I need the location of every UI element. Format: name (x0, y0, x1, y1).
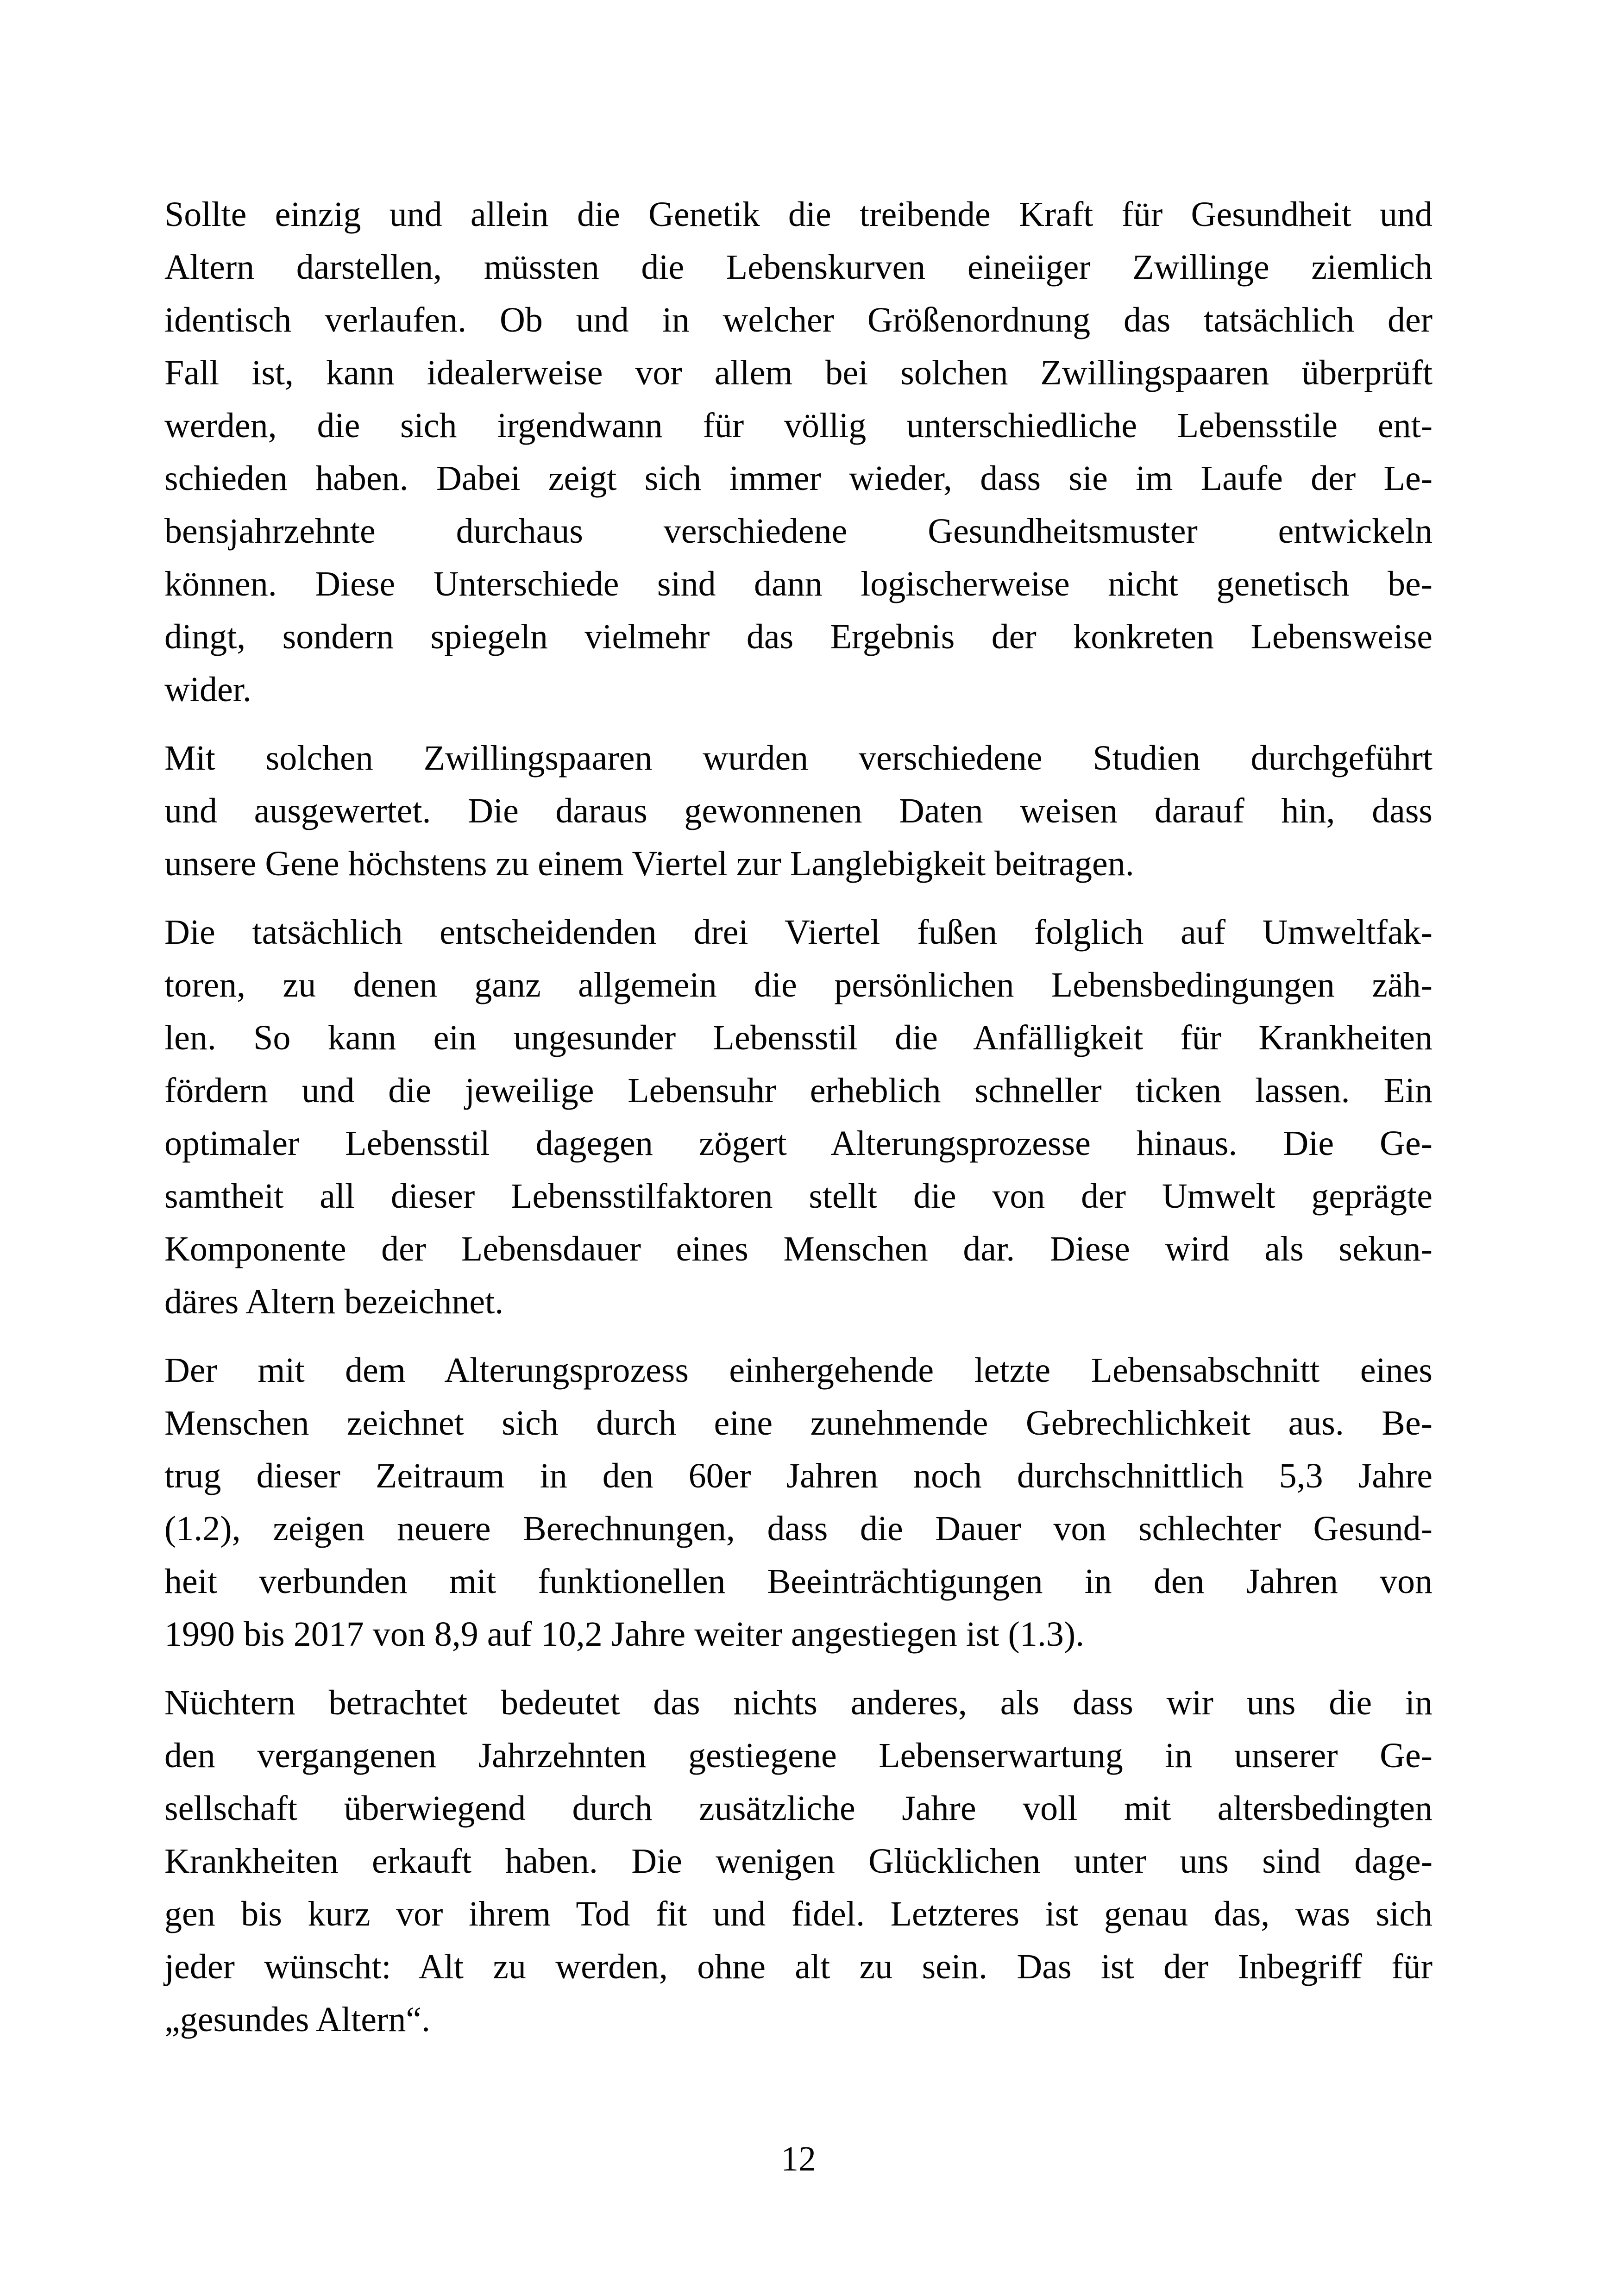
text-line: trug dieser Zeitraum in den 60er Jahren noch durchschnittlich 5,3 Jahre (164, 1456, 1433, 1495)
text-line: wider. (164, 670, 251, 709)
text-line: Krankheiten erkauft haben. Die wenigen Glücklichen unter uns sind dage- (164, 1842, 1433, 1881)
text-line: len. So kann ein ungesunder Lebensstil die Anfälligkeit für Krankheiten (164, 1018, 1433, 1057)
text-line: Mit solchen Zwillingspaaren wurden verschiedene Studien durchgeführt (164, 739, 1433, 778)
text-line: unsere Gene höchstens zu einem Viertel zur Langlebigkeit beitragen. (164, 844, 1134, 883)
text-line: identisch verlaufen. Ob und in welcher Größenordnung das tatsächlich der (164, 301, 1433, 339)
paragraph (164, 188, 1433, 716)
text-line: 1990 bis 2017 von 8,9 auf 10,2 Jahre weiter angestiegen ist (1.3). (164, 1615, 1085, 1654)
text-line: Fall ist, kann idealerweise vor allem bei solchen Zwillingspaaren überprüft (164, 353, 1433, 392)
text-line: optimaler Lebensstil dagegen zögert Alterungsprozesse hinaus. Die Ge- (164, 1124, 1433, 1163)
text-line: Komponente der Lebensdauer eines Menschen dar. Diese wird als sekun- (164, 1230, 1433, 1268)
text-line: (1.2), zeigen neuere Berechnungen, dass die Dauer von schlechter Gesund- (164, 1509, 1433, 1548)
paragraph (164, 732, 1433, 890)
text-line: können. Diese Unterschiede sind dann logischerweise nicht genetisch be- (164, 565, 1433, 603)
text-line: Die tatsächlich entscheidenden drei Viertel fußen folglich auf Umweltfak- (164, 913, 1433, 952)
text-line: jeder wünscht: Alt zu werden, ohne alt zu sein. Das ist der Inbegriff für (164, 1947, 1433, 1986)
text-line: werden, die sich irgendwann für völlig unterschiedliche Lebensstile ent- (164, 406, 1433, 445)
text-line: Sollte einzig und allein die Genetik die treibende Kraft für Gesundheit und (164, 195, 1433, 234)
text-line: heit verbunden mit funktionellen Beeinträchtigungen in den Jahren von (164, 1562, 1433, 1601)
paragraph (164, 1676, 1433, 2046)
text-line: den vergangenen Jahrzehnten gestiegene Lebenserwartung in unserer Ge- (164, 1736, 1433, 1775)
text-line: Nüchtern betrachtet bedeutet das nichts anderes, als dass wir uns die in (164, 1683, 1433, 1722)
text-line: „gesundes Altern“. (164, 2000, 431, 2039)
text-line: Menschen zeichnet sich durch eine zunehmende Gebrechlichkeit aus. Be- (164, 1404, 1433, 1443)
text-line: toren, zu denen ganz allgemein die persönlichen Lebensbedingungen zäh- (164, 966, 1433, 1004)
text-line: Altern darstellen, müssten die Lebenskurven eineiiger Zwillinge ziemlich (164, 248, 1433, 287)
text-line: fördern und die jeweilige Lebensuhr erheblich schneller ticken lassen. Ein (164, 1071, 1433, 1110)
text-line: Der mit dem Alterungsprozess einhergehende letzte Lebensabschnitt eines (164, 1351, 1433, 1390)
text-line: samtheit all dieser Lebensstilfaktoren stellt die von der Umwelt geprägte (164, 1177, 1433, 1216)
text-line: und ausgewertet. Die daraus gewonnenen Daten weisen darauf hin, dass (164, 791, 1433, 830)
text-line: dingt, sondern spiegeln vielmehr das Ergebnis der konkreten Lebensweise (164, 617, 1433, 656)
page-number: 12 (781, 2139, 816, 2178)
text-line: gen bis kurz vor ihrem Tod fit und fidel. Letzteres ist genau das, was sich (164, 1895, 1433, 1933)
paragraph (164, 1344, 1433, 1661)
text-line: däres Altern bezeichnet. (164, 1282, 504, 1321)
text-line: bensjahrzehnte durchaus verschiedene Gesundheitsmuster entwickeln (164, 512, 1433, 551)
paragraph (164, 906, 1433, 1328)
text-line: sellschaft überwiegend durch zusätzliche Jahre voll mit altersbedingten (164, 1789, 1433, 1828)
text-block (164, 188, 1433, 2062)
text-line: schieden haben. Dabei zeigt sich immer wieder, dass sie im Laufe der Le- (164, 459, 1433, 498)
